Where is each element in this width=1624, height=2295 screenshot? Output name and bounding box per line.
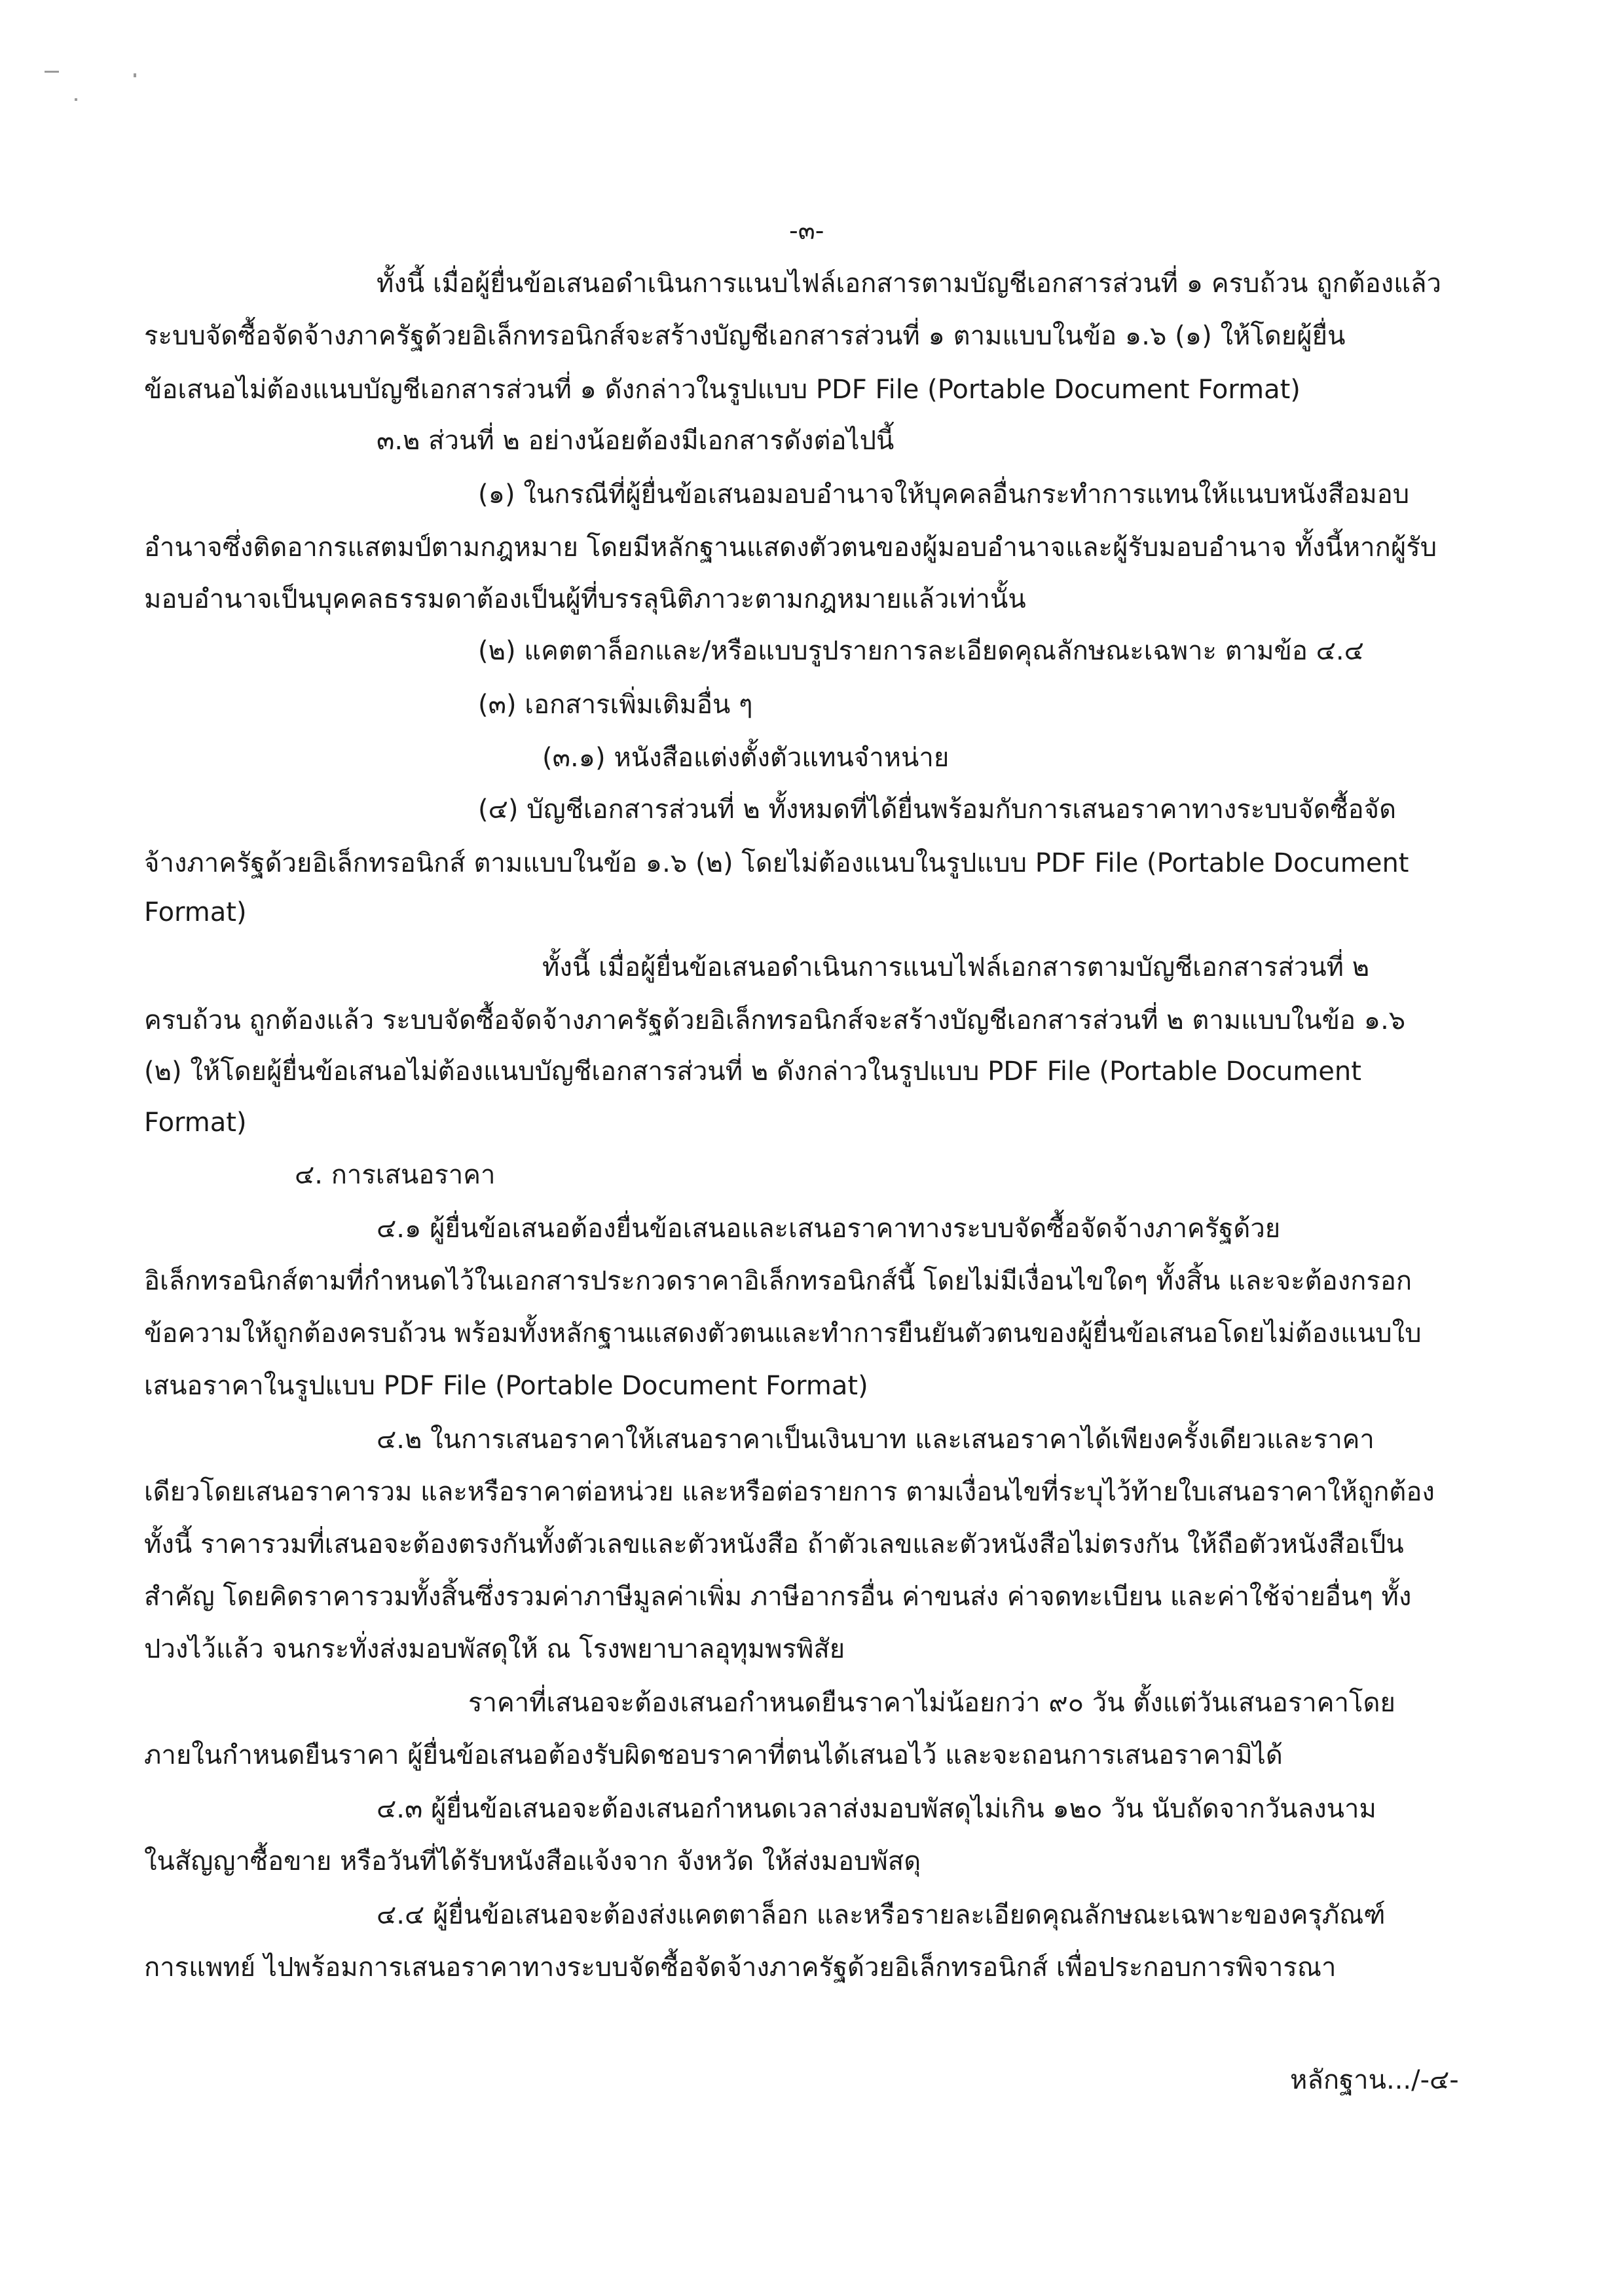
paragraph-line: ทั้งนี้ ราคารวมที่เสนอจะต้องตรงกันทั้งตัวเลขและตัวหนังสือ ถ้าตัวเลขและตัวหนังสือไม่ตรงกัน ให้ถือตัวหนังสือเป็น	[144, 1529, 1404, 1559]
paragraph-line: ในสัญญาซื้อขาย หรือวันที่ได้รับหนังสือแจ้งจาก จังหวัด ให้ส่งมอบพัสดุ	[144, 1846, 921, 1876]
paragraph-line: ข้อเสนอไม่ต้องแนบบัญชีเอกสารส่วนที่ ๑ ดังกล่าวในรูปแบบ PDF File (Portable Document Format)	[144, 375, 1301, 405]
paragraph-line: อิเล็กทรอนิกส์ตามที่กำหนดไว้ในเอกสารประกวดราคาอิเล็กทรอนิกส์นี้ โดยไม่มีเงื่อนไขใดๆ ทั้งสิ้น และจะต้องกรอก	[144, 1266, 1412, 1296]
list-item: ๔.๓ ผู้ยื่นข้อเสนอจะต้องเสนอกำหนดเวลาส่งมอบพัสดุไม่เกิน ๑๒๐ วัน นับถัดจากวันลงนาม	[377, 1794, 1376, 1824]
paragraph-line: ราคาที่เสนอจะต้องเสนอกำหนดยืนราคาไม่น้อยกว่า ๙๐ วัน ตั้งแต่วันเสนอราคาโดย	[468, 1688, 1395, 1718]
section-heading: ๓.๒ ส่วนที่ ๒ อย่างน้อยต้องมีเอกสารดังต่อไปนี้	[377, 426, 895, 456]
paragraph-line: เดียวโดยเสนอราคารวม และหรือราคาต่อหน่วย และหรือต่อรายการ ตามเงื่อนไขที่ระบุไว้ท้ายใบเสนอราคาให้ถูกต้อง	[144, 1477, 1435, 1507]
scan-speck	[45, 71, 59, 73]
footer-continuation: หลักฐาน.../-๔-	[1290, 2065, 1459, 2095]
paragraph-line: Format)	[144, 897, 247, 927]
paragraph-line: อำนาจซึ่งติดอากรแสตมป์ตามกฎหมาย โดยมีหลักฐานแสดงตัวตนของผู้มอบอำนาจและผู้รับมอบอำนาจ ทั้งนี้หากผู้รับ	[144, 532, 1437, 563]
paragraph-line: ครบถ้วน ถูกต้องแล้ว ระบบจัดซื้อจัดจ้างภาครัฐด้วยอิเล็กทรอนิกส์จะสร้างบัญชีเอกสารส่วนที่ ๒ ตามแบบในข้อ ๑.๖	[144, 1005, 1406, 1036]
paragraph-line: จ้างภาครัฐด้วยอิเล็กทรอนิกส์ ตามแบบในข้อ ๑.๖ (๒) โดยไม่ต้องแนบในรูปแบบ PDF File (Portable Document	[144, 848, 1409, 878]
list-item: ๔.๔ ผู้ยื่นข้อเสนอจะต้องส่งแคตตาล็อก และหรือรายละเอียดคุณลักษณะเฉพาะของครุภัณฑ์	[377, 1900, 1386, 1930]
paragraph-line: เสนอราคาในรูปแบบ PDF File (Portable Document Format)	[144, 1371, 868, 1401]
section-heading: ๔. การเสนอราคา	[295, 1160, 496, 1190]
paragraph-line: ระบบจัดซื้อจัดจ้างภาครัฐด้วยอิเล็กทรอนิกส์จะสร้างบัญชีเอกสารส่วนที่ ๑ ตามแบบในข้อ ๑.๖ (๑) ให้โดยผู้ยื่น	[144, 321, 1346, 351]
paragraph-line: มอบอำนาจเป็นบุคคลธรรมดาต้องเป็นผู้ที่บรรลุนิติภาวะตามกฎหมายแล้วเท่านั้น	[144, 584, 1026, 614]
scan-speck	[134, 73, 136, 77]
paragraph-line: ทั้งนี้ เมื่อผู้ยื่นข้อเสนอดำเนินการแนบไฟล์เอกสารตามบัญชีเอกสารส่วนที่ ๒	[542, 952, 1370, 982]
list-item: (๓) เอกสารเพิ่มเติมอื่น ๆ	[478, 690, 753, 720]
paragraph-line: ปวงไว้แล้ว จนกระทั่งส่งมอบพัสดุให้ ณ โรงพยาบาลอุทุมพรพิสัย	[144, 1634, 845, 1664]
paragraph-line: ข้อความให้ถูกต้องครบถ้วน พร้อมทั้งหลักฐานแสดงตัวตนและทำการยืนยันตัวตนของผู้ยื่นข้อเสนอโดยไม่ต้องแนบใบ	[144, 1318, 1422, 1349]
paragraph-line: Format)	[144, 1108, 247, 1138]
list-item: ๔.๑ ผู้ยื่นข้อเสนอต้องยื่นข้อเสนอและเสนอราคาทางระบบจัดซื้อจัดจ้างภาครัฐด้วย	[377, 1214, 1281, 1244]
list-subitem: (๓.๑) หนังสือแต่งตั้งตัวแทนจำหน่าย	[542, 743, 950, 773]
list-item: (๔) บัญชีเอกสารส่วนที่ ๒ ทั้งหมดที่ได้ยื่นพร้อมกับการเสนอราคาทางระบบจัดซื้อจัด	[478, 794, 1397, 825]
list-item: ๔.๒ ในการเสนอราคาให้เสนอราคาเป็นเงินบาท และเสนอราคาได้เพียงครั้งเดียวและราคา	[377, 1425, 1375, 1455]
paragraph-line: ทั้งนี้ เมื่อผู้ยื่นข้อเสนอดำเนินการแนบไฟล์เอกสารตามบัญชีเอกสารส่วนที่ ๑ ครบถ้วน ถูกต้องแล้ว	[377, 269, 1441, 299]
list-item: (๑) ในกรณีที่ผู้ยื่นข้อเสนอมอบอำนาจให้บุคคลอื่นกระทำการแทนให้แนบหนังสือมอบ	[478, 479, 1410, 510]
scan-speck	[75, 98, 77, 101]
paragraph-line: สำคัญ โดยคิดราคารวมทั้งสิ้นซึ่งรวมค่าภาษีมูลค่าเพิ่ม ภาษีอากรอื่น ค่าขนส่ง ค่าจดทะเบียน และค่าใช้จ่ายอื่นๆ ทั้ง	[144, 1582, 1412, 1612]
paragraph-line: ภายในกำหนดยืนราคา ผู้ยื่นข้อเสนอต้องรับผิดชอบราคาที่ตนได้เสนอไว้ และจะถอนการเสนอราคามิได้	[144, 1740, 1283, 1770]
paragraph-line: (๒) ให้โดยผู้ยื่นข้อเสนอไม่ต้องแนบบัญชีเอกสารส่วนที่ ๒ ดังกล่าวในรูปแบบ PDF File (Portable Document	[144, 1056, 1361, 1087]
list-item: (๒) แคตตาล็อกและ/หรือแบบรูปรายการละเอียดคุณลักษณะเฉพาะ ตามข้อ ๔.๔	[478, 636, 1364, 666]
page-number: -๓-	[789, 216, 824, 245]
paragraph-line: การแพทย์ ไปพร้อมการเสนอราคาทางระบบจัดซื้อจัดจ้างภาครัฐด้วยอิเล็กทรอนิกส์ เพื่อประกอบการพิจารณา	[144, 1952, 1337, 1983]
